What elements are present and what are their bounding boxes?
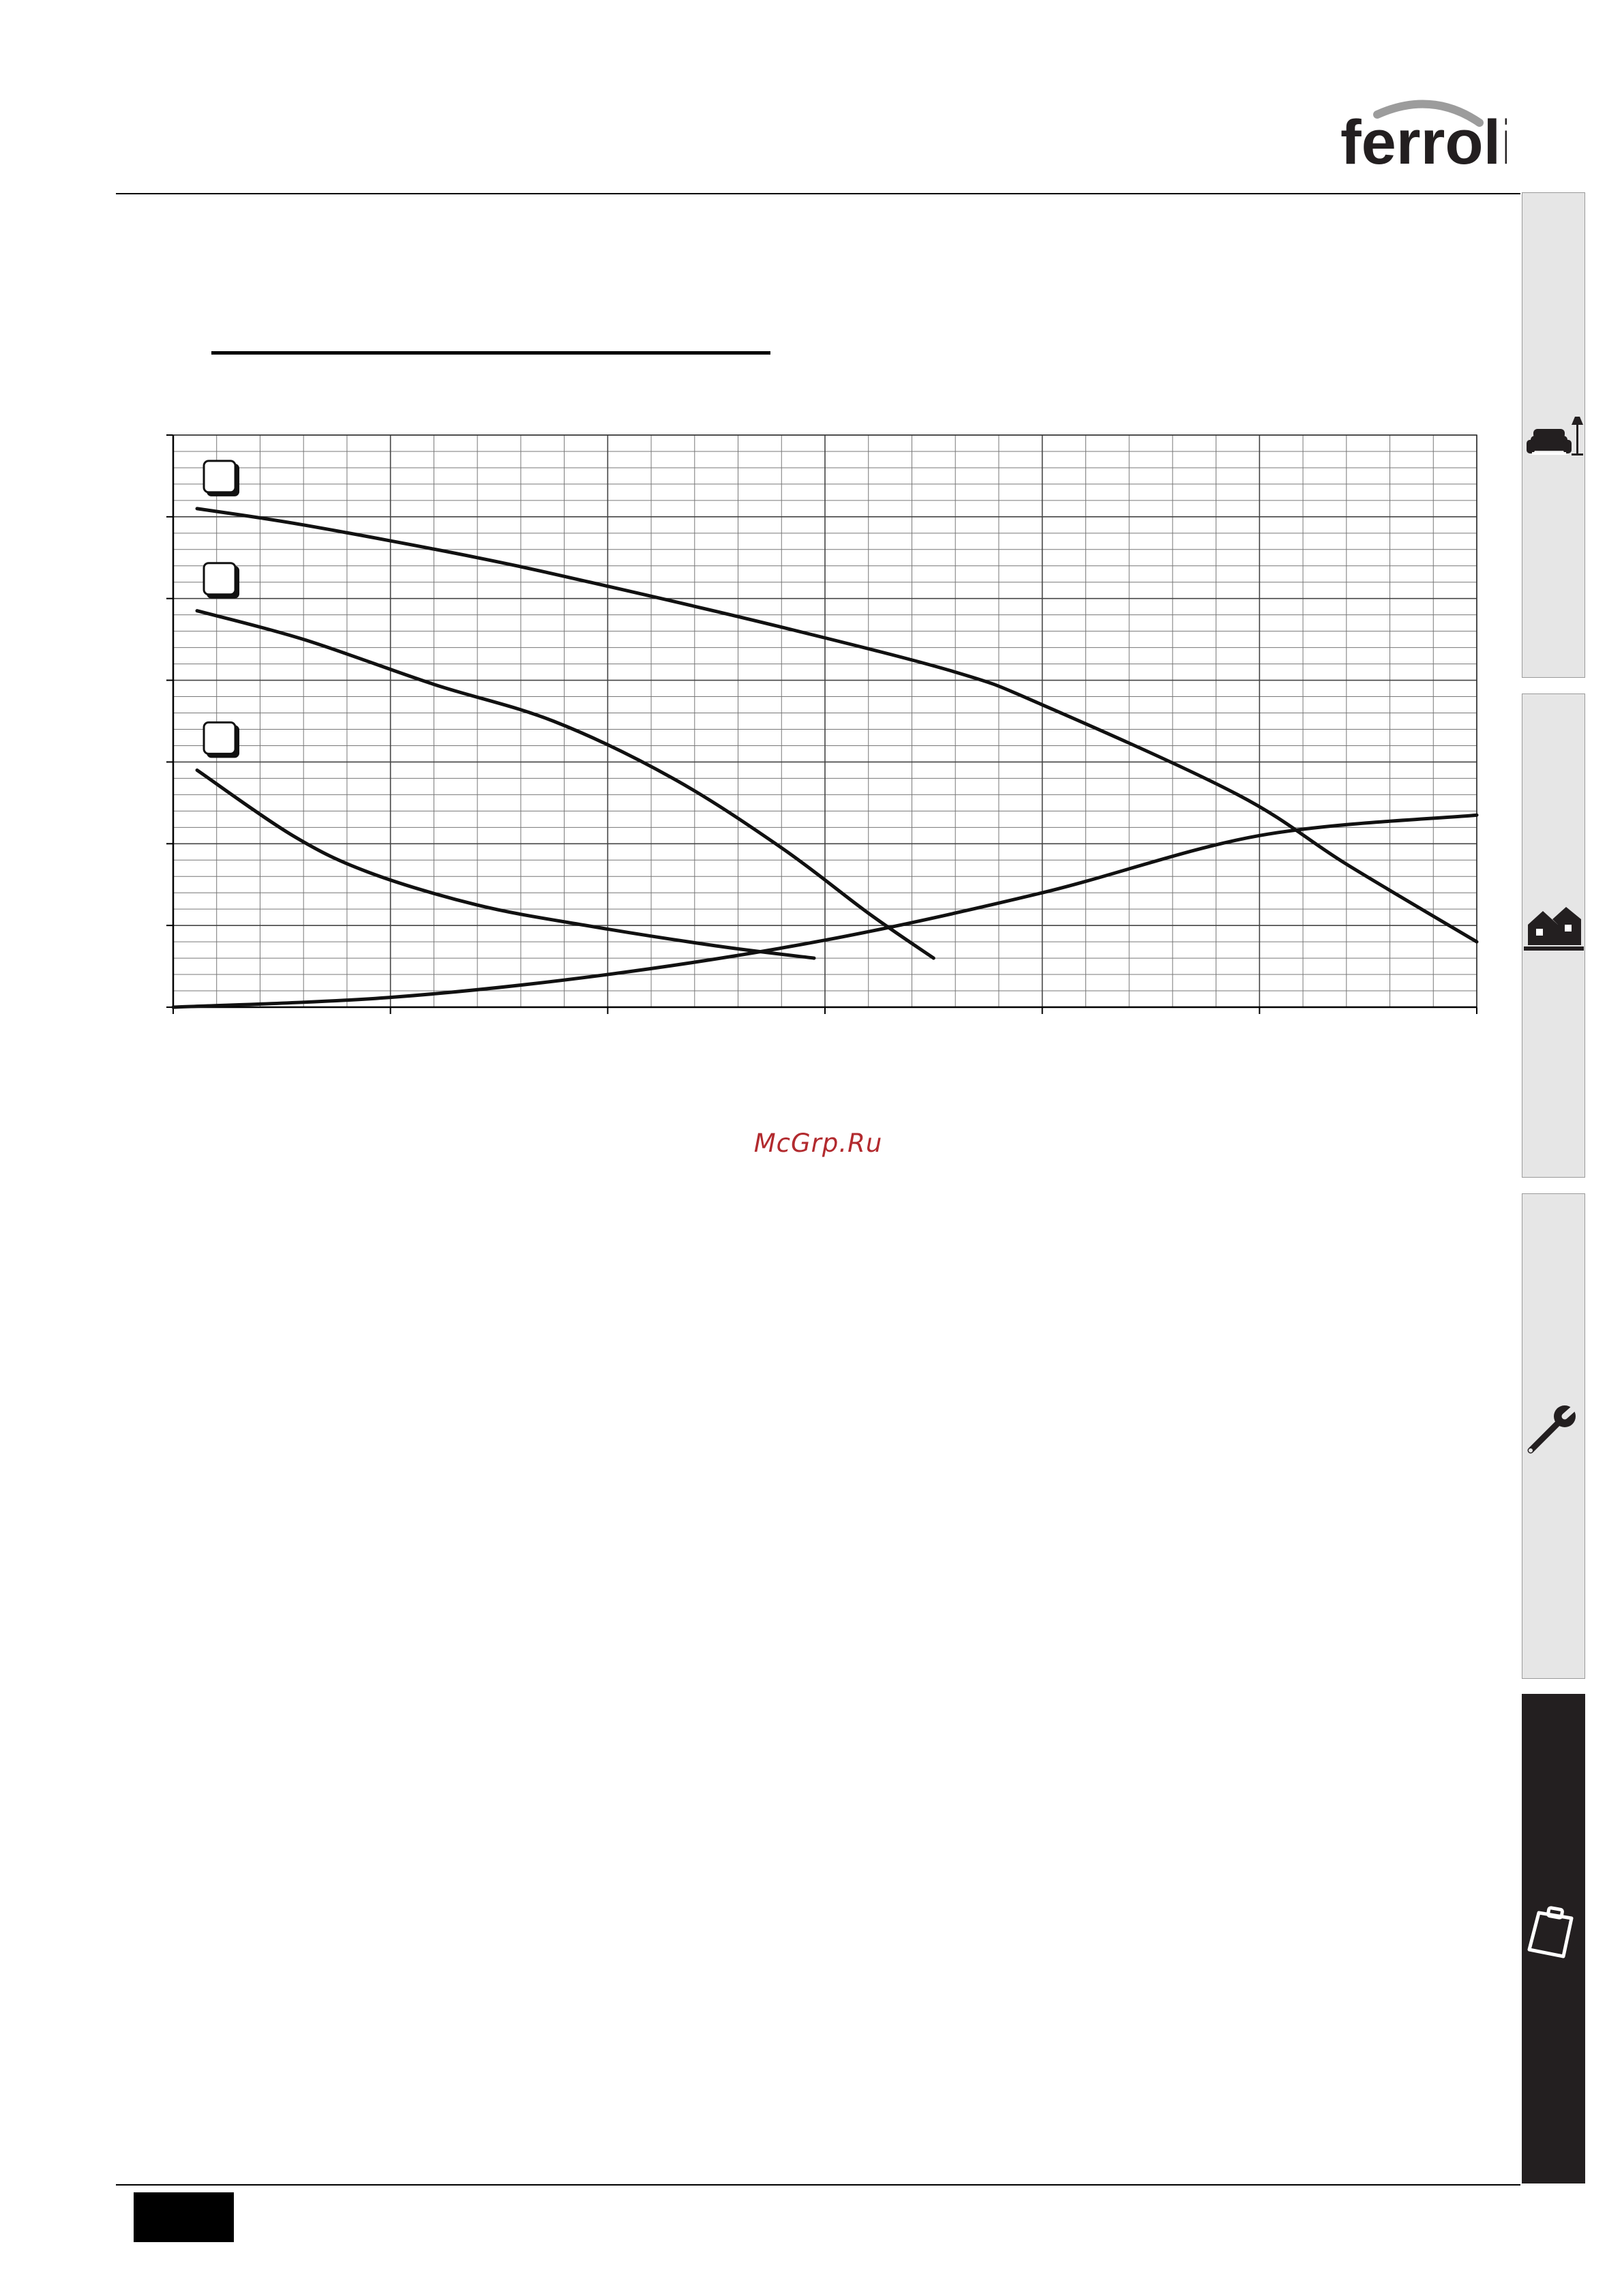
chart-plot <box>164 430 1500 1030</box>
logo-graphic <box>1336 95 1507 184</box>
logo-text: ferroli <box>1340 108 1507 177</box>
speed-marker-2 <box>204 563 235 595</box>
houses-icon <box>1522 892 1586 955</box>
footer-rule <box>116 2184 1520 2186</box>
curve-series-3 <box>197 770 814 958</box>
speed-marker-3 <box>204 722 235 754</box>
clipboard-icon <box>1522 1899 1586 1963</box>
side-tab-bar <box>1522 192 1587 2183</box>
tab-user[interactable] <box>1522 192 1585 678</box>
watermark: McGrp.Ru <box>753 1129 883 1158</box>
heading-underline <box>211 351 770 355</box>
ferroli-logo <box>1336 95 1507 184</box>
curve-series-1 <box>197 509 1477 942</box>
page-number-box <box>134 2192 234 2242</box>
tab-service[interactable] <box>1522 1193 1585 1679</box>
tab-installer[interactable] <box>1522 694 1585 1178</box>
header-rule <box>116 193 1520 194</box>
pump-performance-chart <box>164 430 1500 1030</box>
wrench-icon <box>1522 1399 1586 1462</box>
speed-marker-1 <box>204 461 235 492</box>
curve-series-2 <box>197 611 933 958</box>
tab-technical-data[interactable] <box>1522 1694 1585 2183</box>
sofa-lamp-icon <box>1522 404 1586 468</box>
